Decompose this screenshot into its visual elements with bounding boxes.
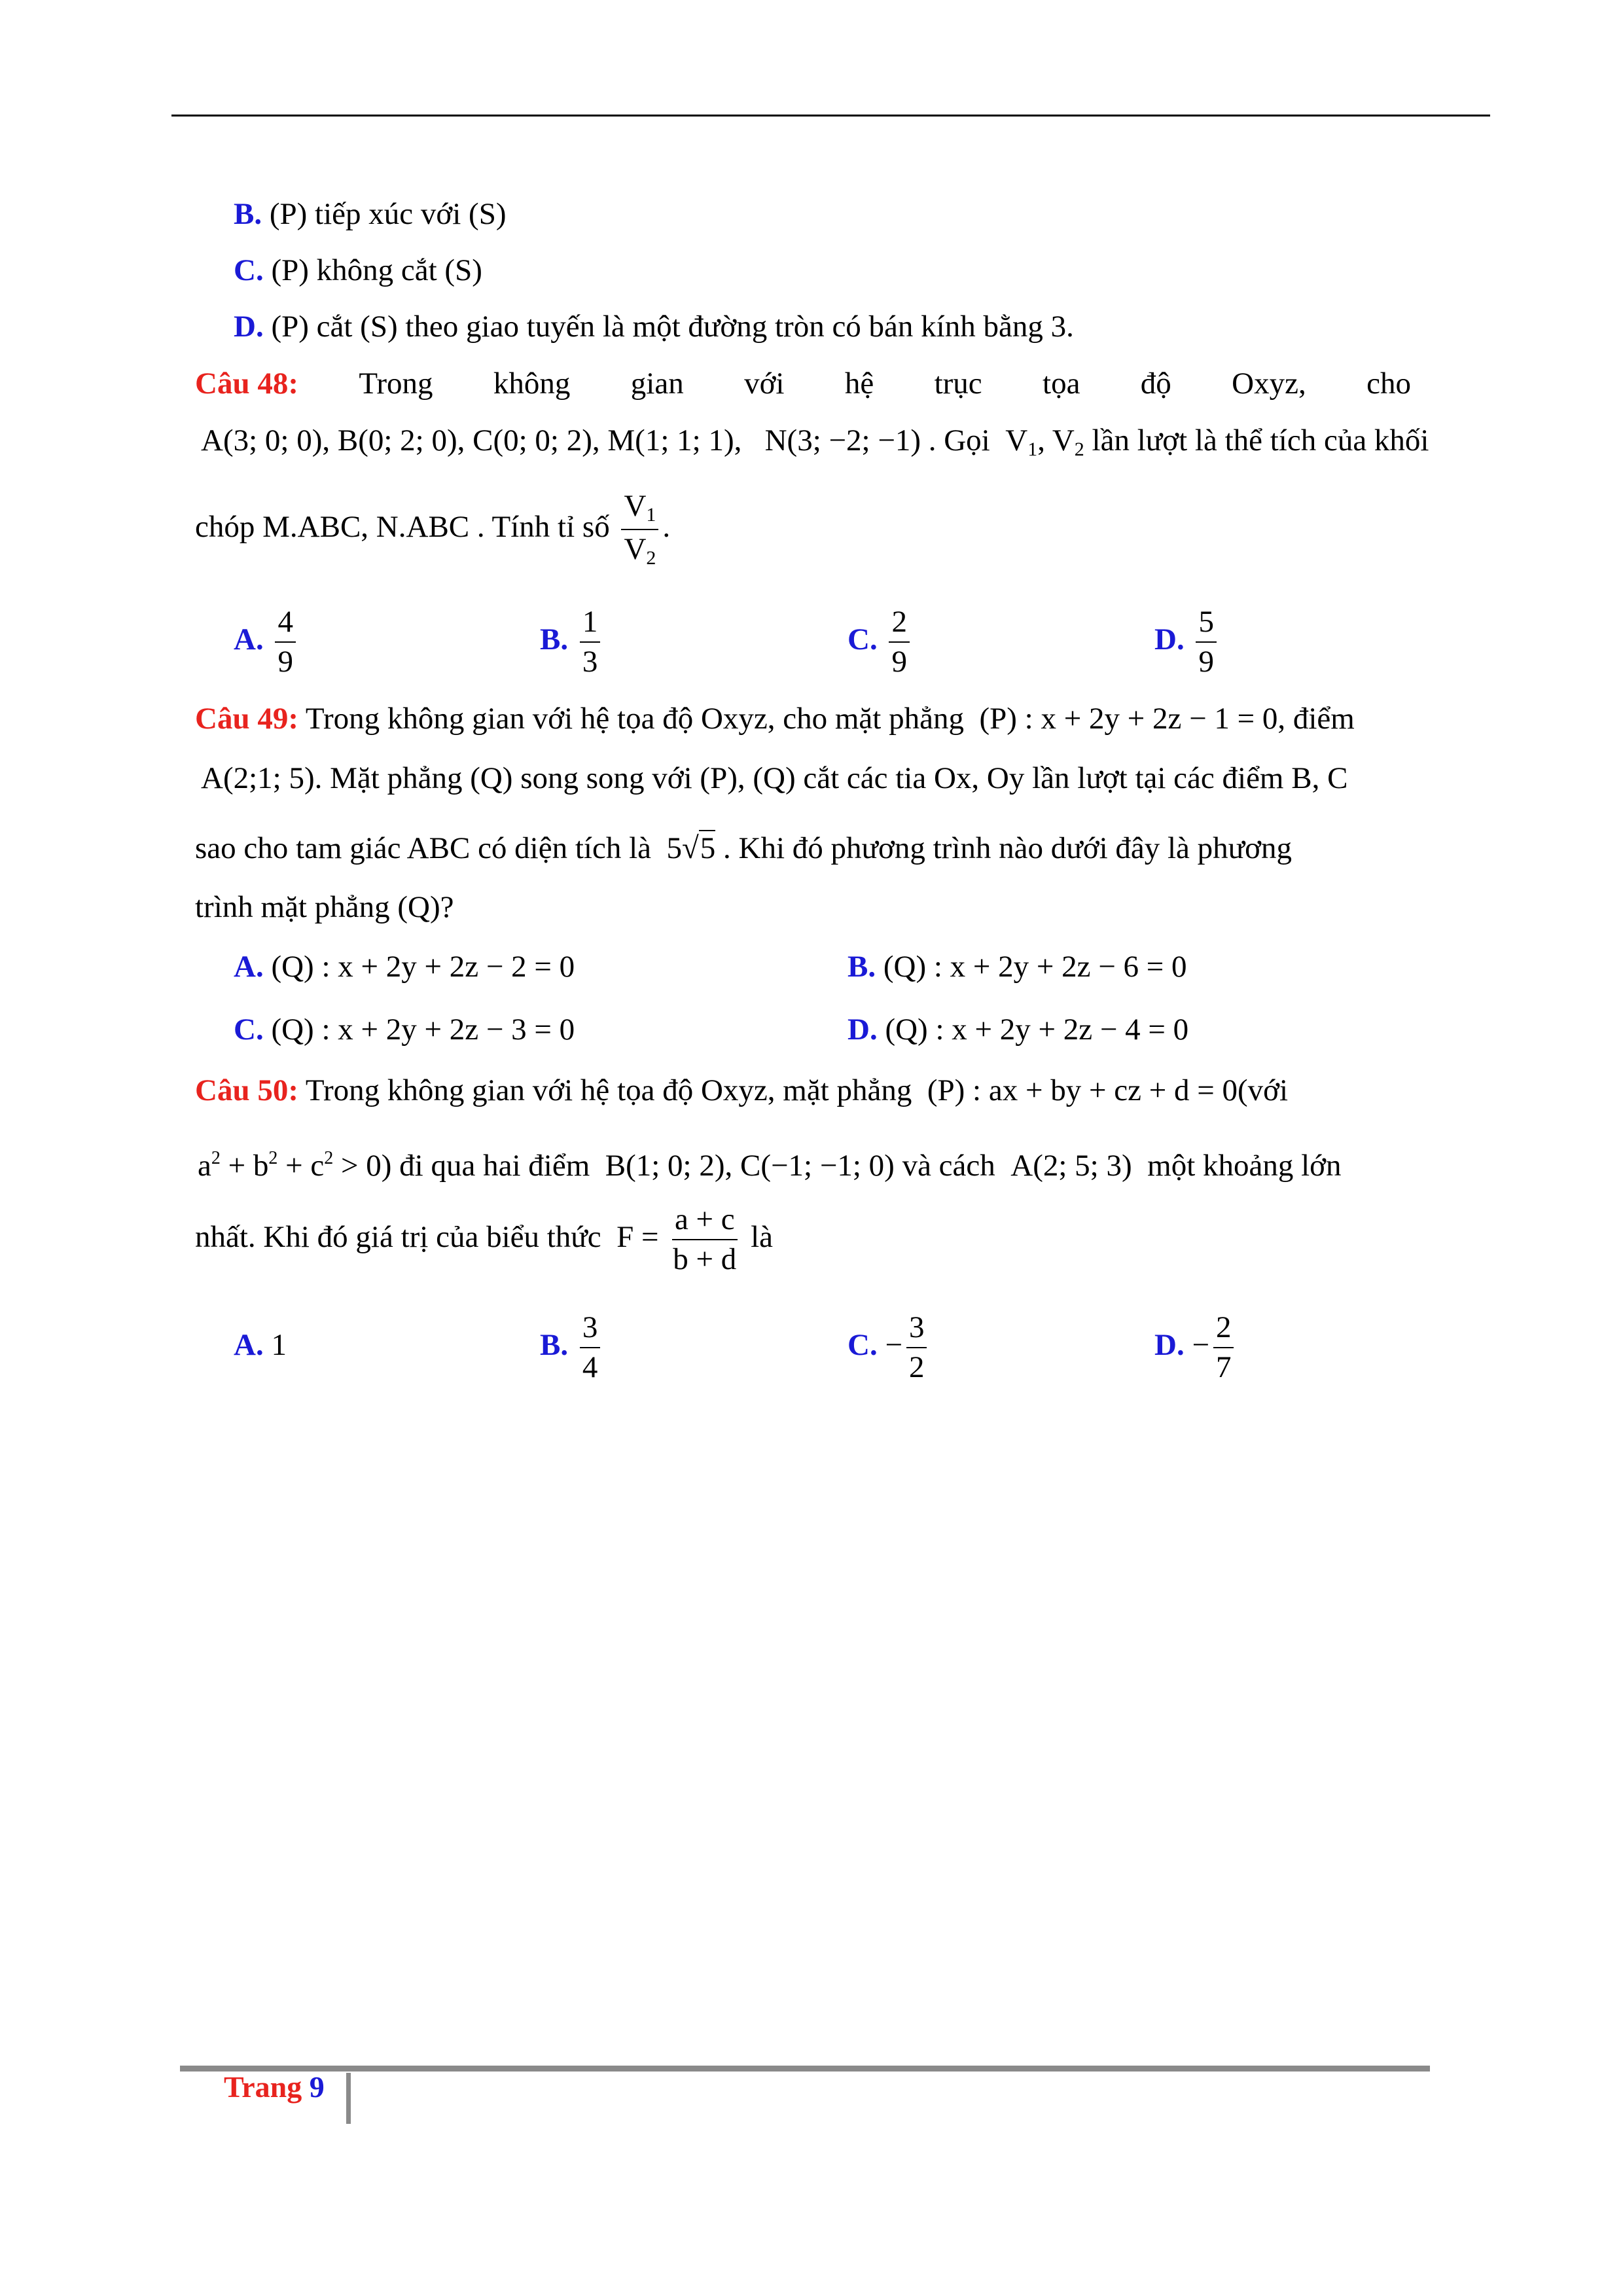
q50-line1: Câu 50: Trong không gian với hệ tọa độ Oxyz, mặt phẳng (P) : ax + by + cz + d = 0(với: [195, 1073, 1289, 1107]
q47-answer-c: C. (P) không cắt (S): [234, 253, 482, 287]
q48-answer-a: A. $\frac{4}{9}$: [234, 600, 300, 679]
q48-answer-b: B. $\frac{1}{3}$: [540, 600, 604, 679]
q48-line3: chóp M.ABC, N.ABC . Tính tỉ số $\frac{V_1}{V_2}$ .: [195, 489, 671, 569]
q48-ratio-fraction: $\frac{V_1}{V_2}$: [621, 491, 658, 568]
q49-line3: sao cho tam giác ABC có diện tích là 5√5 . Khi đó phương trình nào dưới đây là phương: [195, 831, 1292, 865]
q49-answer-a: A. (Q) : x + 2y + 2z − 2 = 0: [234, 950, 575, 984]
q50-line2: $a^2 + b^2 + c^2 > 0$) đi qua hai điểm B(1; 0; 2), C(−1; −1; 0) và cách A(2; 5; 3) một khoảng lớn: [198, 1148, 1342, 1183]
q48-answer-d: D. $\frac{5}{9}$: [1154, 600, 1221, 679]
q48-answer-c: C. $\frac{2}{9}$: [847, 600, 914, 679]
q47-answer-b: B. (P) tiếp xúc với (S): [234, 197, 507, 231]
q48-line2: A(3; 0; 0), B(0; 2; 0), C(0; 0; 2), M(1; 1; 1), N(3; −2; −1) . Gọi $V_1$, $V_2$ lần lượt là thể tích của khối: [201, 423, 1429, 460]
q49-answer-d: D. (Q) : x + 2y + 2z − 4 = 0: [847, 1013, 1189, 1047]
q49-line4: trình mặt phẳng (Q)?: [195, 890, 454, 924]
q50-answer-a: A. 1: [234, 1328, 287, 1362]
q49-line1: Câu 49: Trong không gian với hệ tọa độ Oxyz, cho mặt phẳng (P) : x + 2y + 2z − 1 = 0, điểm: [195, 702, 1355, 736]
q50-answer-b: B. $\frac{3}{4}$: [540, 1306, 604, 1384]
header-rule: [171, 115, 1490, 117]
q50-line3: nhất. Khi đó giá trị của biểu thức F = $\frac{a + c}{b + d}$ là: [195, 1202, 773, 1277]
q48-line1: Câu 48: Trong không gian với hệ trục tọa độ Oxyz, cho: [195, 367, 1411, 401]
q50-answer-d: D. − $\frac{2}{7}$: [1154, 1306, 1238, 1384]
footer-rule: [180, 2066, 1430, 2072]
q49-line2: A(2;1; 5). Mặt phẳng (Q) song song với (P), (Q) cắt các tia Ox, Oy lần lượt tại các điểm B, C: [201, 761, 1348, 795]
q49-answer-c: C. (Q) : x + 2y + 2z − 3 = 0: [234, 1013, 575, 1047]
q47-answer-d: D. (P) cắt (S) theo giao tuyến là một đường tròn có bán kính bằng 3.: [234, 310, 1074, 344]
page-number: Trang 9: [224, 2070, 325, 2104]
footer-divider: [346, 2073, 351, 2124]
q50-answer-c: C. − $\frac{3}{2}$: [847, 1306, 931, 1384]
q50-f-fraction: $\frac{a + c}{b + d}$: [673, 1202, 737, 1277]
q49-answer-b: B. (Q) : x + 2y + 2z − 6 = 0: [847, 950, 1187, 984]
